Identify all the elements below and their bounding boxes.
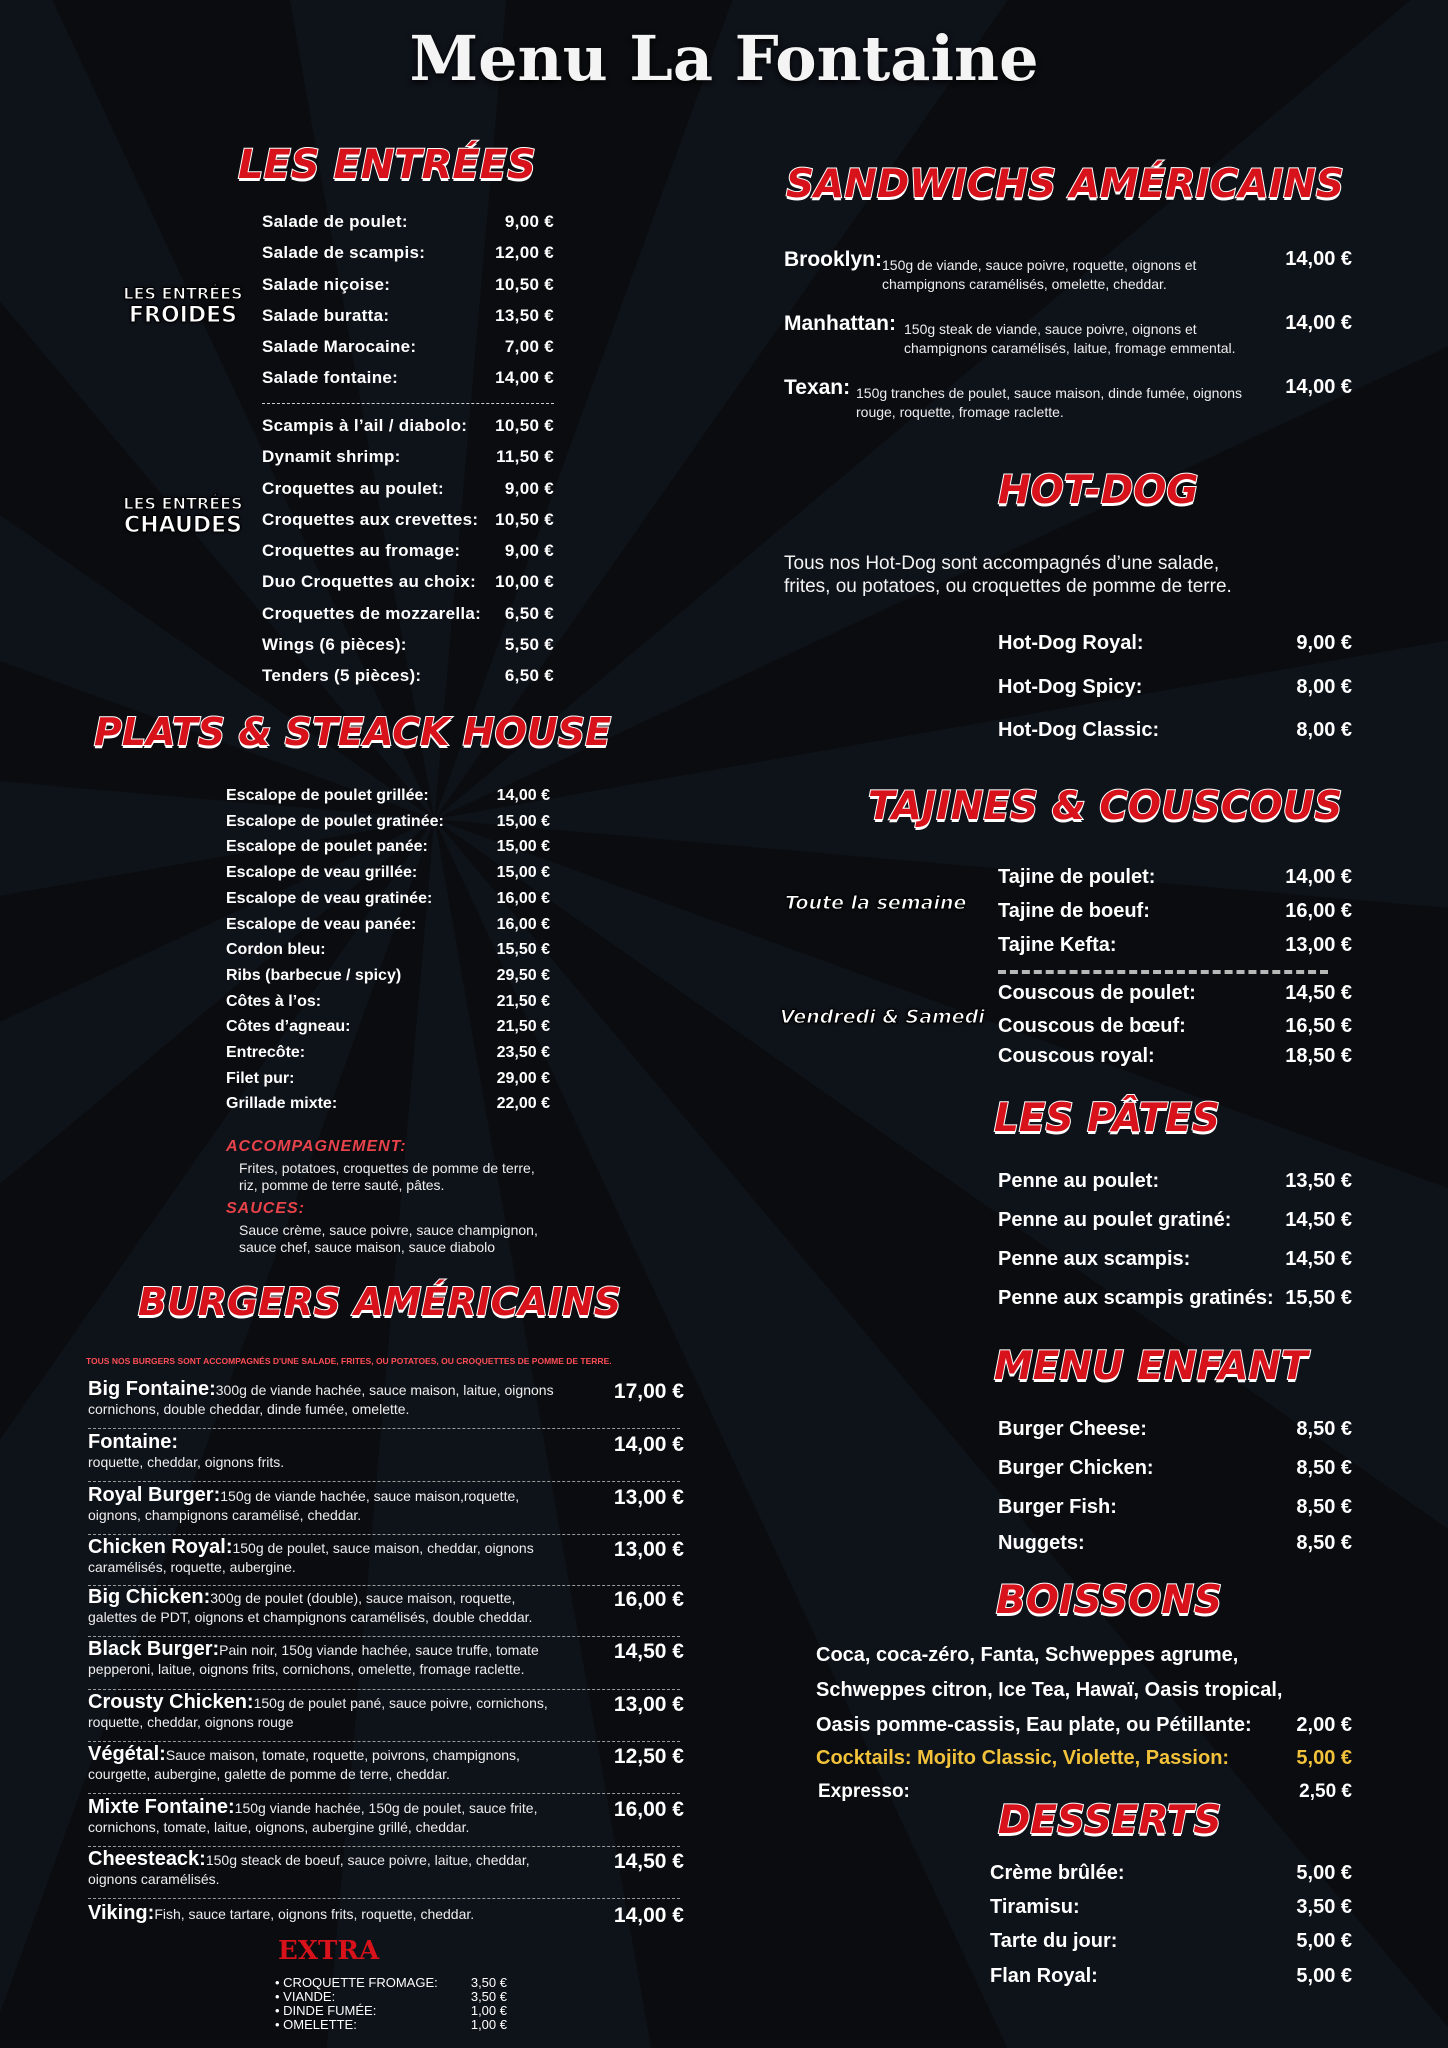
list-item: Burger Fish: 8,50 € bbox=[998, 1496, 1352, 1518]
list-item: Côtes d’agneau: 21,50 € bbox=[226, 1018, 550, 1036]
list-item: • VIANDE: 3,50 € bbox=[275, 1989, 507, 2004]
list-item: Burger Chicken: 8,50 € bbox=[998, 1457, 1352, 1479]
list-item: Salade de scampis: 12,00 € bbox=[262, 243, 554, 263]
divider bbox=[998, 970, 1328, 974]
entrees-chaudes-list bbox=[262, 410, 554, 692]
burger-item: Big Chicken:300g de poulet (double), sauce maison, roquette, galettes de PDT, oignons et champignons caramélisés, double cheddar. 16,00 € bbox=[88, 1586, 684, 1625]
pates-title: LES PÂTES bbox=[994, 1096, 1220, 1141]
list-item: Duo Croquettes au choix: 10,00 € bbox=[262, 572, 554, 592]
list-item: • DINDE FUMÉE: 1,00 € bbox=[275, 2003, 507, 2018]
list-item: Salade niçoise: 10,50 € bbox=[262, 274, 554, 294]
plats-list bbox=[226, 783, 550, 1117]
list-item: Burger Cheese: 8,50 € bbox=[998, 1418, 1352, 1440]
extra-list bbox=[275, 1976, 507, 2032]
list-item: Croquettes aux crevettes: 10,50 € bbox=[262, 509, 554, 529]
divider bbox=[88, 1741, 680, 1742]
list-item: Croquettes au fromage: 9,00 € bbox=[262, 541, 554, 561]
burger-item: Viking:Fish, sauce tartare, oignons frits, roquette, cheddar. 14,00 € bbox=[88, 1902, 684, 1927]
entrees-froides-list bbox=[262, 206, 554, 394]
burger-item: Royal Burger:150g de viande hachée, sauce maison,roquette, oignons, champignons caramélisé, cheddar. 13,00 € bbox=[88, 1484, 684, 1523]
enfant-list bbox=[998, 1418, 1352, 1555]
list-item: Nuggets: 8,50 € bbox=[998, 1532, 1352, 1554]
sauces-title: SAUCES: bbox=[226, 1200, 306, 1217]
list-item: Penne aux scampis gratinés: 15,50 € bbox=[998, 1287, 1352, 1309]
list-item: Tarte du jour: 5,00 € bbox=[990, 1930, 1352, 1952]
divider bbox=[88, 1481, 680, 1482]
entrees-title: LES ENTRÉES bbox=[238, 142, 536, 188]
list-item: Escalope de poulet grillée: 14,00 € bbox=[226, 787, 550, 804]
hotdog-title: HOT-DOG bbox=[998, 468, 1199, 513]
divider bbox=[88, 1689, 680, 1690]
divider bbox=[88, 1636, 680, 1637]
list-item: Salade Marocaine: 7,00 € bbox=[262, 337, 554, 357]
list-item: Oasis pomme-cassis, Eau plate, ou Pétillante: 2,00 € bbox=[816, 1714, 1352, 1736]
froides-label: LES ENTRÉES FROIDES bbox=[123, 284, 243, 328]
list-item: Penne au poulet gratiné: 14,50 € bbox=[998, 1209, 1352, 1231]
burger-item: Fontaine: roquette, cheddar, oignons frits. 14,00 € bbox=[88, 1431, 684, 1470]
hotdog-intro: Tous nos Hot-Dog sont accompagnés d’une salade, frites, ou potatoes, ou croquettes de pomme de terre. bbox=[784, 553, 1232, 597]
burgers-note: TOUS NOS BURGERS SONT ACCOMPAGNÉS D'UNE SALADE, FRITES, OU POTATOES, OU CROQUETTES DE POMME DE TERRE. bbox=[86, 1356, 612, 1366]
list-item: Couscous de bœuf: 16,50 € bbox=[998, 1015, 1352, 1037]
list-item: Escalope de poulet gratinée: 15,00 € bbox=[226, 812, 550, 830]
list-item: Crème brûlée: 5,00 € bbox=[990, 1862, 1352, 1884]
sandwich-item: Manhattan: 150g steak de viande, sauce poivre, oignons et champignons caramélisés, laitue, fromage emmental. 14,00 € bbox=[784, 312, 1352, 356]
list-item: • OMELETTE: 1,00 € bbox=[275, 2017, 507, 2032]
burger-item: Végétal:Sauce maison, tomate, roquette, poivrons, champignons, courgette, aubergine, galette de pomme de terre, cheddar. 12,50 € bbox=[88, 1743, 684, 1782]
list-item: Penne aux scampis: 14,50 € bbox=[998, 1248, 1352, 1270]
divider bbox=[88, 1898, 680, 1899]
boissons-title: BOISSONS bbox=[996, 1578, 1223, 1623]
plats-title: PLATS & STEACK HOUSE bbox=[94, 710, 612, 754]
tajines-list bbox=[998, 866, 1352, 957]
list-item: Tajine de boeuf: 16,00 € bbox=[998, 900, 1352, 922]
pates-list bbox=[998, 1170, 1352, 1310]
divider bbox=[88, 1846, 680, 1847]
burger-item: Mixte Fontaine:150g viande hachée, 150g de poulet, sauce frite, cornichons, tomate, laitue, oignons, aubergine grillé, cheddar. 16,00 € bbox=[88, 1796, 684, 1835]
burger-item: Black Burger:Pain noir, 150g viande hachée, sauce truffe, tomate pepperoni, laitue, oignons frits, cornichons, omelette, fromage raclette. 14,50 € bbox=[88, 1638, 684, 1677]
list-item: Salade de poulet: 9,00 € bbox=[262, 212, 554, 231]
list-item: Salade buratta: 13,50 € bbox=[262, 305, 554, 325]
burger-item: Crousty Chicken:150g de poulet pané, sauce poivre, cornichons, roquette, cheddar, oignons rouge 13,00 € bbox=[88, 1691, 684, 1730]
list-item: Cordon bleu: 15,50 € bbox=[226, 941, 550, 959]
list-item: Couscous de poulet: 14,50 € bbox=[998, 982, 1352, 1004]
list-item: Tajine Kefta: 13,00 € bbox=[998, 934, 1352, 956]
burger-item: Cheesteack:150g steack de boeuf, sauce poivre, laitue, cheddar, oignons caramélisés. 14,50 € bbox=[88, 1848, 684, 1887]
list-item: Cocktails: Mojito Classic, Violette, Passion: 5,00 € bbox=[816, 1747, 1352, 1769]
list-item: Salade fontaine: 14,00 € bbox=[262, 368, 554, 388]
sandwichs-title: SANDWICHS AMÉRICAINS bbox=[786, 162, 1344, 207]
list-item: Tiramisu: 3,50 € bbox=[990, 1896, 1352, 1918]
list-item: Croquettes de mozzarella: 6,50 € bbox=[262, 603, 554, 623]
weekend-label: Vendredi & Samedi bbox=[780, 1006, 985, 1028]
list-item: Filet pur: 29,00 € bbox=[226, 1069, 550, 1087]
list-item: Dynamit shrimp: 11,50 € bbox=[262, 447, 554, 467]
list-item: Tajine de poulet: 14,00 € bbox=[998, 866, 1352, 888]
list-item: Tenders (5 pièces): 6,50 € bbox=[262, 666, 554, 686]
accompagnement-text: Frites, potatoes, croquettes de pomme de terre, riz, pomme de terre sauté, pâtes. bbox=[239, 1160, 535, 1193]
couscous-list bbox=[998, 982, 1352, 1068]
list-item: Hot-Dog Spicy: 8,00 € bbox=[998, 676, 1352, 698]
tajines-title: TAJINES & COUSCOUS bbox=[868, 784, 1343, 829]
burgers-title: BURGERS AMÉRICAINS bbox=[138, 1280, 622, 1324]
chaudes-label: LES ENTRÉES CHAUDES bbox=[123, 494, 243, 538]
hotdog-list bbox=[998, 632, 1352, 742]
menu-title: Menu La Fontaine bbox=[409, 22, 1039, 95]
list-item: Expresso: 2,50 € bbox=[818, 1781, 1352, 1802]
sandwich-item: Texan: 150g tranches de poulet, sauce maison, dinde fumée, oignons rouge, roquette, fromage raclette. 14,00 € bbox=[784, 376, 1352, 420]
list-item: Wings (6 pièces): 5,50 € bbox=[262, 635, 554, 655]
burger-item: Big Fontaine:300g de viande hachée, sauce maison, laitue, oignons cornichons, double cheddar, dinde fumée, omelette. 17,00 € bbox=[88, 1378, 684, 1417]
sandwich-item: Brooklyn: 150g de viande, sauce poivre, roquette, oignons et champignons caramélisés, omelette, cheddar. 14,00 € bbox=[784, 248, 1352, 292]
sauces-text: Sauce crème, sauce poivre, sauce champignon, sauce chef, sauce maison, sauce diabolo bbox=[239, 1222, 538, 1255]
desserts-title: DESSERTS bbox=[998, 1798, 1222, 1843]
list-item: Escalope de veau panée: 16,00 € bbox=[226, 915, 550, 933]
list-item: Ribs (barbecue / spicy) 29,50 € bbox=[226, 966, 550, 984]
desserts-list bbox=[990, 1862, 1352, 1988]
semaine-label: Toute la semaine bbox=[785, 892, 967, 914]
burger-item: Chicken Royal:150g de poulet, sauce maison, cheddar, oignons caramélisés, roquette, aubergine. 13,00 € bbox=[88, 1536, 684, 1575]
list-item: Entrecôte: 23,50 € bbox=[226, 1044, 550, 1062]
list-item: Penne au poulet: 13,50 € bbox=[998, 1170, 1352, 1192]
divider bbox=[88, 1793, 680, 1794]
accompagnement-title: ACCOMPAGNEMENT: bbox=[226, 1138, 407, 1155]
list-item: Hot-Dog Classic: 8,00 € bbox=[998, 719, 1352, 741]
list-item: Escalope de veau gratinée: 16,00 € bbox=[226, 889, 550, 907]
list-item: Grillade mixte: 22,00 € bbox=[226, 1095, 550, 1113]
extra-title: EXTRA bbox=[278, 1936, 380, 1966]
divider bbox=[88, 1428, 680, 1429]
list-item: Croquettes au poulet: 9,00 € bbox=[262, 478, 554, 498]
boissons-list: Coca, coca-zéro, Fanta, Schweppes agrume, Schweppes citron, Ice Tea, Hawaï, Oasis tropical, Oasis pomme-cassis, Eau plate, ou Pétillante: 2,00 € Cocktails: Mojito Classic, Violette, Passion: 5,00 € Expresso: 2,50 € bbox=[816, 1638, 1352, 1809]
divider bbox=[262, 403, 554, 404]
list-item: Côtes à l’os: 21,50 € bbox=[226, 992, 550, 1010]
divider bbox=[88, 1534, 680, 1535]
list-item: Scampis à l’ail / diabolo: 10,50 € bbox=[262, 416, 554, 435]
list-item: • CROQUETTE FROMAGE: 3,50 € bbox=[275, 1975, 507, 1990]
enfant-title: MENU ENFANT bbox=[994, 1344, 1308, 1389]
list-item: Escalope de poulet panée: 15,00 € bbox=[226, 838, 550, 856]
list-item: Couscous royal: 18,50 € bbox=[998, 1045, 1352, 1067]
list-item: Escalope de veau grillée: 15,00 € bbox=[226, 864, 550, 882]
list-item: Hot-Dog Royal: 9,00 € bbox=[998, 632, 1352, 654]
list-item: Flan Royal: 5,00 € bbox=[990, 1965, 1352, 1987]
